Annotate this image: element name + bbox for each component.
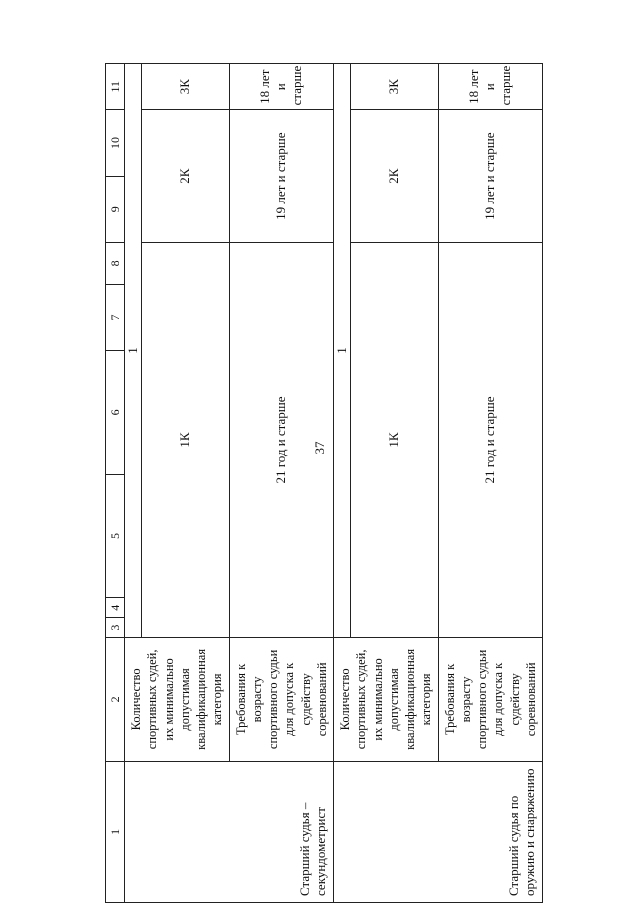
age-cols-3-8: 21 год и старше	[438, 242, 543, 637]
category-cols-3-8: 1К	[142, 242, 229, 637]
referee-count: 1	[334, 64, 351, 638]
col-number: 2	[106, 638, 125, 762]
age-cols-9-10: 19 лет и старше	[438, 110, 543, 242]
referee-position-name: Старший судья – секундометрист	[125, 761, 334, 902]
category-cols-3-8: 1К	[351, 242, 438, 637]
col-number: 6	[106, 351, 125, 475]
page-number: 37	[312, 441, 327, 455]
col-number: 5	[106, 474, 125, 598]
age-cols-3-8: 21 год и старше	[229, 242, 334, 637]
referee-requirements-table	[105, 63, 538, 903]
category-col-11: 3К	[142, 64, 229, 110]
count-value-row	[334, 64, 351, 903]
age-col-11: 18 лет и старше	[438, 64, 543, 110]
referee-position-name: Старший судья по оружию и снаряжению	[334, 761, 543, 902]
age-row-label: Требования к возрасту спортивного судьи для допуска к судейству соревнований	[229, 638, 334, 762]
col-number: 9	[106, 176, 125, 242]
category-col-11: 3К	[351, 64, 438, 110]
count-row-label: Количество спортивных судей, их минимально допустимая квалификационная категория	[334, 638, 439, 762]
category-cols-9-10: 2К	[351, 110, 438, 242]
col-number: 8	[106, 242, 125, 284]
col-number: 4	[106, 598, 125, 618]
col-number: 11	[106, 64, 125, 110]
col-number: 7	[106, 284, 125, 350]
col-number: 1	[106, 761, 125, 902]
age-row-label: Требования к возрасту спортивного судьи для допуска к судейству соревнований	[438, 638, 543, 762]
category-cols-9-10: 2К	[142, 110, 229, 242]
col-number: 10	[106, 110, 125, 176]
count-value-row	[125, 64, 142, 903]
age-col-11: 18 лет и старше	[229, 64, 334, 110]
column-number-row	[106, 64, 125, 903]
referee-count: 1	[125, 64, 142, 638]
count-row-label: Количество спортивных судей, их минимально допустимая квалификационная категория	[125, 638, 230, 762]
age-cols-9-10: 19 лет и старше	[229, 110, 334, 242]
col-number: 3	[106, 618, 125, 638]
